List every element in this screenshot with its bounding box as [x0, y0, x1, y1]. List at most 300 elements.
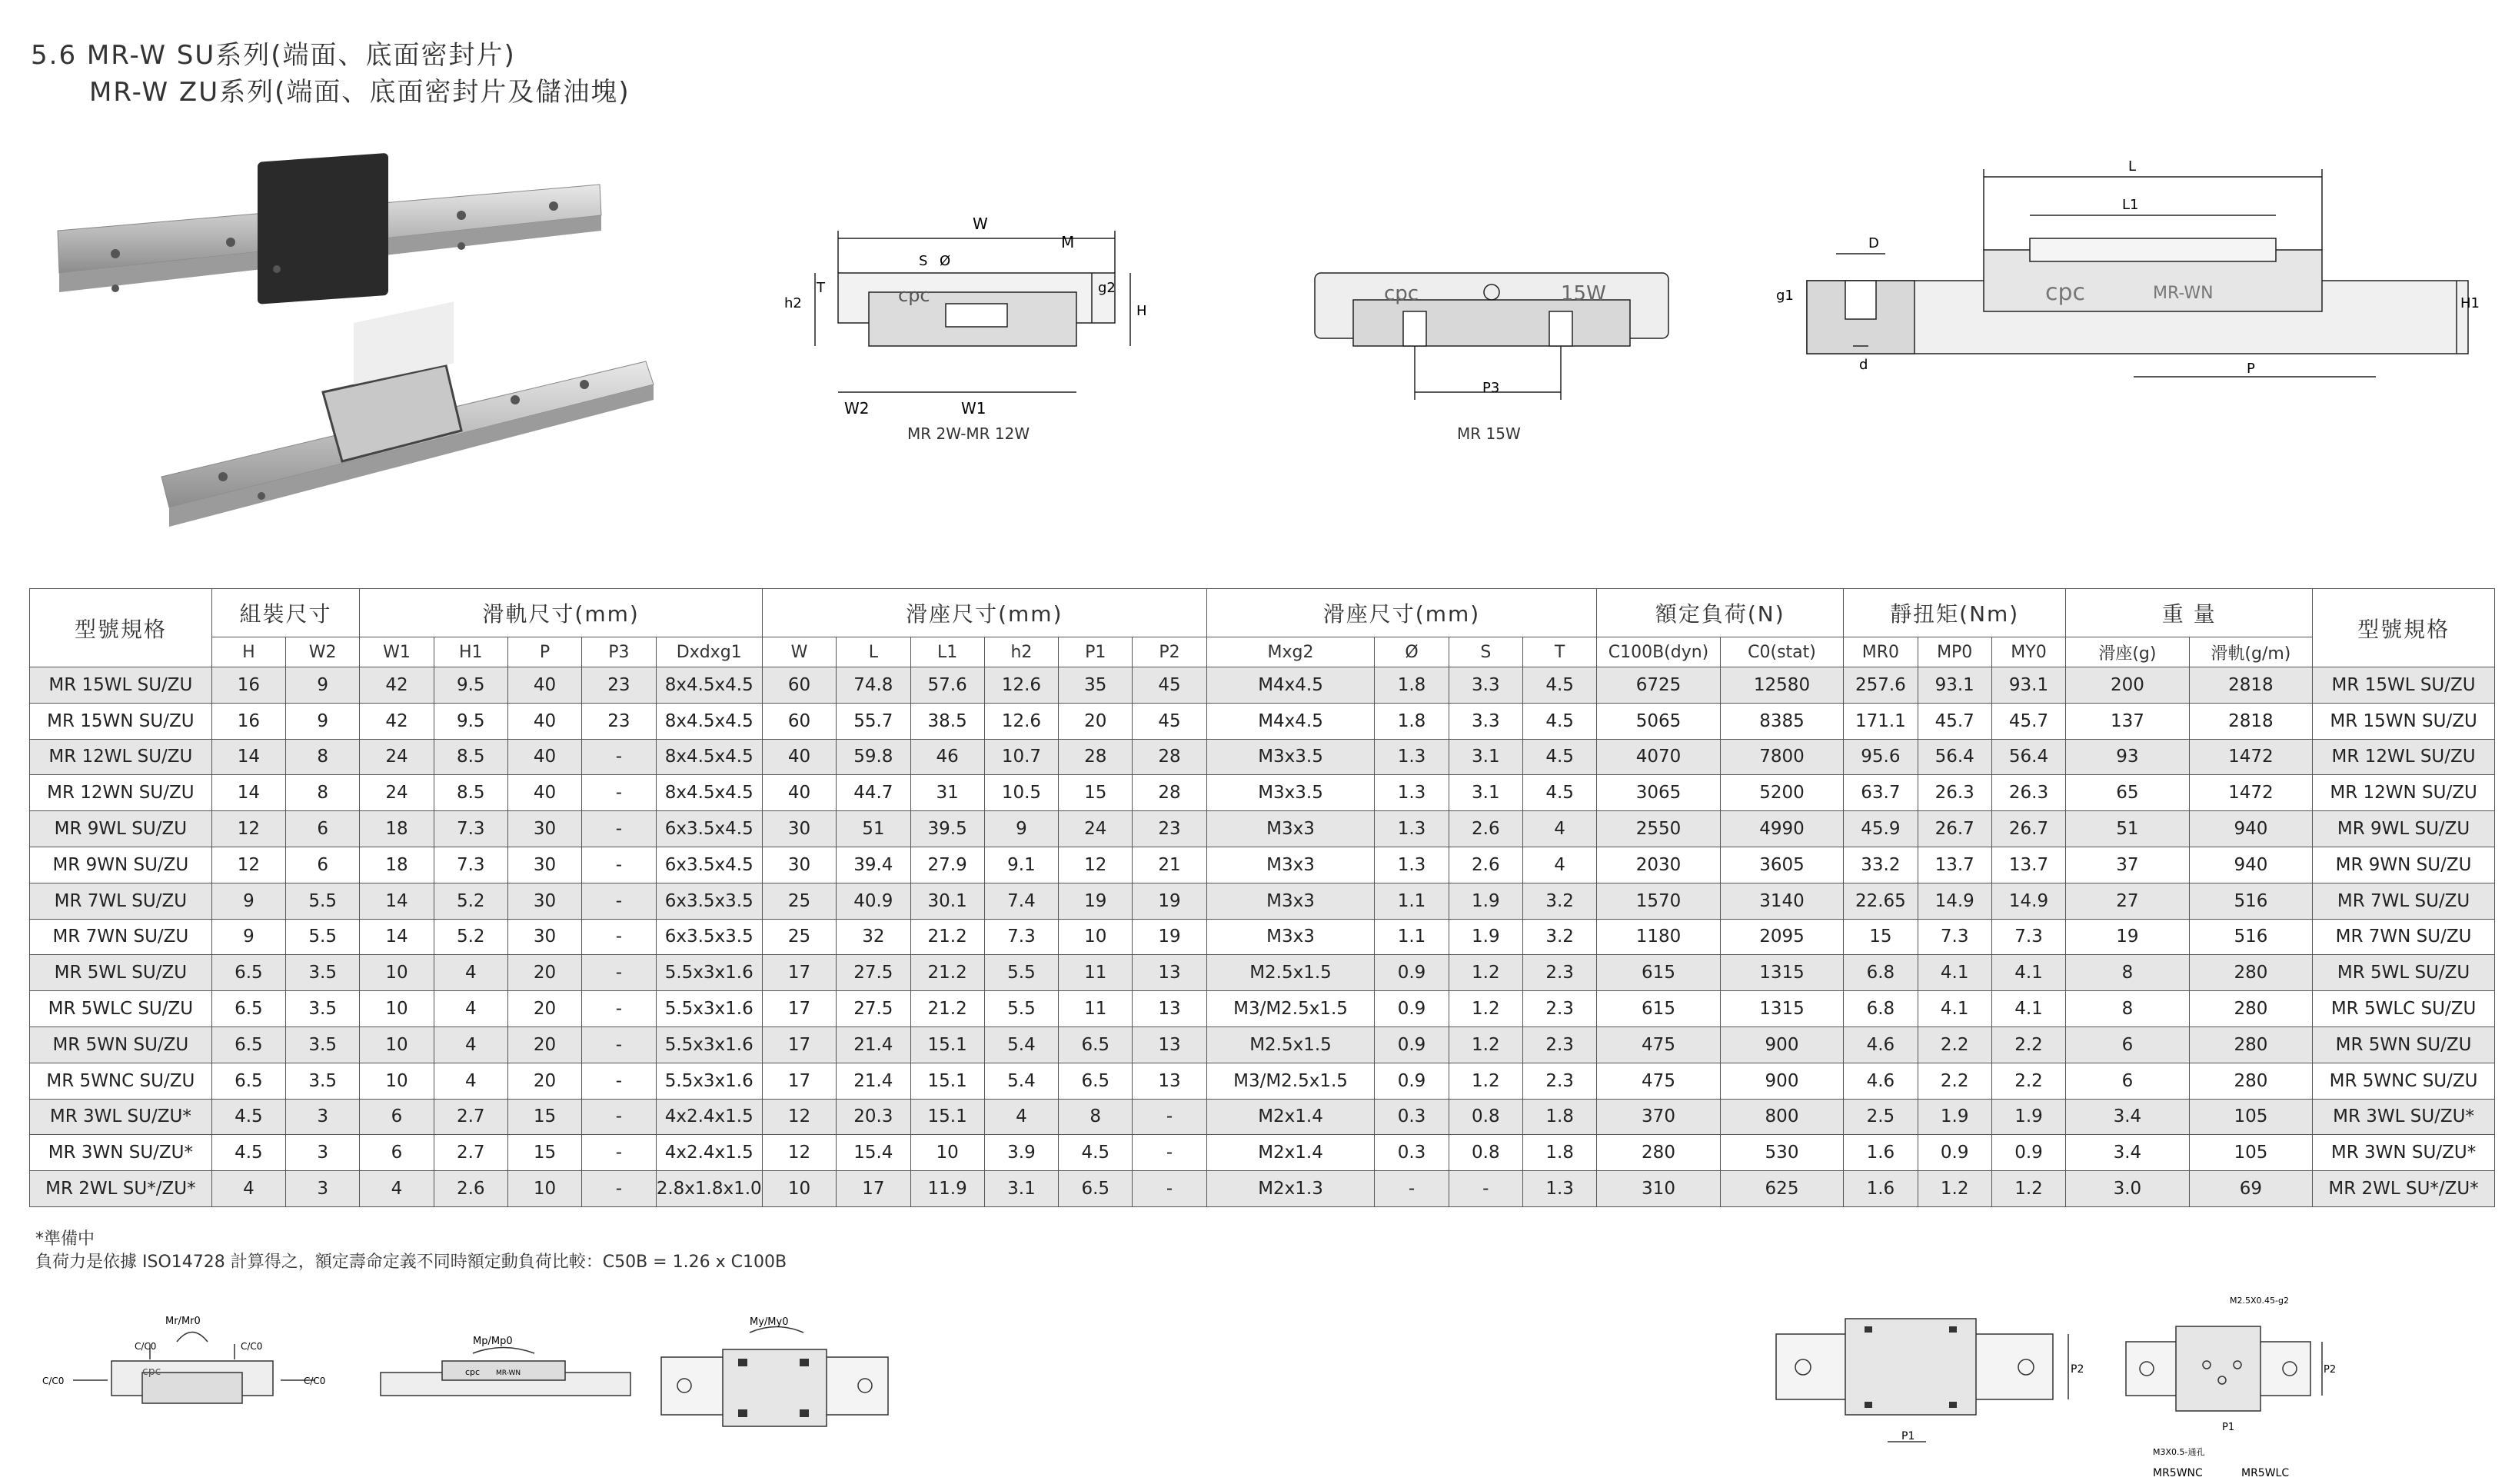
value-cell: M3x3.5: [1206, 775, 1375, 811]
value-cell: 900: [1720, 1026, 1844, 1063]
value-cell: 3065: [1597, 775, 1721, 811]
model-cell: MR 2WL SU*/ZU*: [30, 1171, 212, 1207]
value-cell: 6x3.5x3.5: [656, 919, 762, 955]
value-cell: 5.4: [984, 1026, 1058, 1063]
model-cell: MR 7WL SU/ZU: [2313, 883, 2495, 919]
model-cell: MR 12WL SU/ZU: [2313, 739, 2495, 775]
value-cell: 42: [360, 703, 434, 739]
value-cell: 370: [1597, 1099, 1721, 1135]
value-cell: 4: [434, 991, 507, 1027]
value-cell: 4070: [1597, 739, 1721, 775]
value-cell: 8: [2066, 991, 2190, 1027]
value-cell: M3x3: [1206, 847, 1375, 883]
value-cell: 5.5x3x1.6: [656, 955, 762, 991]
value-cell: 0.8: [1449, 1099, 1522, 1135]
value-cell: 1.2: [1991, 1171, 2065, 1207]
value-cell: 8: [2066, 955, 2190, 991]
value-cell: 105: [2189, 1135, 2313, 1171]
value-cell: 30: [507, 919, 581, 955]
value-cell: 0.3: [1375, 1099, 1449, 1135]
value-cell: 2095: [1720, 919, 1844, 955]
model-cell: MR 7WN SU/ZU: [30, 919, 212, 955]
value-cell: -: [582, 775, 656, 811]
model-cell: MR 9WN SU/ZU: [2313, 847, 2495, 883]
value-cell: 18: [360, 811, 434, 847]
value-cell: 4990: [1720, 811, 1844, 847]
value-cell: 14.9: [1991, 883, 2065, 919]
value-cell: 4.1: [1918, 955, 1991, 991]
value-cell: 32: [837, 919, 910, 955]
spec-table-body: [30, 667, 2495, 1207]
value-cell: 56.4: [1918, 739, 1991, 775]
value-cell: 2.2: [1991, 1063, 2065, 1099]
value-cell: -: [582, 739, 656, 775]
dim-W1: W1: [961, 399, 986, 418]
value-cell: 17: [837, 1171, 910, 1207]
model-cell: MR 9WL SU/ZU: [30, 811, 212, 847]
value-cell: -: [582, 811, 656, 847]
value-cell: 1315: [1720, 991, 1844, 1027]
brand-logo: cpc: [142, 1366, 161, 1378]
value-cell: 20.3: [837, 1099, 910, 1135]
value-cell: 22.65: [1844, 883, 1918, 919]
value-cell: 23: [1133, 811, 1206, 847]
value-cell: 6: [2066, 1063, 2190, 1099]
value-cell: 280: [2189, 1063, 2313, 1099]
section-title: 5.6 MR-W SU系列(端面、底面密封片): [31, 40, 516, 71]
value-cell: 37: [2066, 847, 2190, 883]
value-cell: M3x3: [1206, 919, 1375, 955]
value-cell: -: [1133, 1135, 1206, 1171]
value-cell: -: [582, 1171, 656, 1207]
pitch-moment-diagram: [381, 1330, 634, 1407]
value-cell: 800: [1720, 1099, 1844, 1135]
value-cell: 1.2: [1449, 1026, 1522, 1063]
size-mark: 15W: [1561, 282, 1606, 305]
value-cell: 5.5: [984, 991, 1058, 1027]
value-cell: 530: [1720, 1135, 1844, 1171]
value-cell: 15.4: [837, 1135, 910, 1171]
value-cell: 625: [1720, 1171, 1844, 1207]
value-cell: 3.9: [984, 1135, 1058, 1171]
value-cell: 69: [2189, 1171, 2313, 1207]
table-row: [30, 991, 2495, 1027]
sub-header-cell: W: [762, 637, 836, 667]
value-cell: 95.6: [1844, 739, 1918, 775]
value-cell: 900: [1720, 1063, 1844, 1099]
label-mr5wlc: MR5WLC: [2241, 1467, 2290, 1479]
value-cell: 4.5: [1522, 775, 1596, 811]
value-cell: 5.5x3x1.6: [656, 1026, 762, 1063]
value-cell: 45: [1133, 703, 1206, 739]
sub-header-cell: W2: [286, 637, 360, 667]
dim-P3: P3: [1482, 380, 1500, 396]
sub-header-cell: h2: [984, 637, 1058, 667]
value-cell: 6x3.5x4.5: [656, 811, 762, 847]
value-cell: 11: [1059, 991, 1133, 1027]
value-cell: 40: [507, 667, 581, 704]
dim-h2: h2: [784, 295, 802, 311]
dim-W: W: [973, 215, 988, 233]
dim-M: M: [1061, 233, 1075, 251]
value-cell: -: [582, 883, 656, 919]
value-cell: -: [582, 1135, 656, 1171]
value-cell: 23: [582, 703, 656, 739]
value-cell: M2.5x1.5: [1206, 1026, 1375, 1063]
model-cell: MR 15WN SU/ZU: [2313, 703, 2495, 739]
value-cell: 19: [2066, 919, 2190, 955]
sub-header-row: [30, 637, 2495, 667]
value-cell: 4: [1522, 847, 1596, 883]
header-assembly: 組裝尺寸: [211, 589, 360, 637]
value-cell: 11.9: [910, 1171, 984, 1207]
value-cell: 27.5: [837, 991, 910, 1027]
value-cell: 19: [1059, 883, 1133, 919]
value-cell: 6x3.5x3.5: [656, 883, 762, 919]
value-cell: 10: [360, 955, 434, 991]
value-cell: 13: [1133, 1026, 1206, 1063]
value-cell: 105: [2189, 1099, 2313, 1135]
value-cell: 200: [2066, 667, 2190, 704]
value-cell: 5.5: [286, 919, 360, 955]
dim-P2: P2: [2324, 1364, 2337, 1376]
value-cell: 16: [211, 667, 285, 704]
value-cell: 0.9: [1375, 955, 1449, 991]
value-cell: 7.3: [434, 811, 507, 847]
value-cell: 940: [2189, 811, 2313, 847]
hole-note-1: M2.5X0.45-g2: [2230, 1296, 2289, 1306]
model-cell: MR 5WNC SU/ZU: [2313, 1063, 2495, 1099]
section-subtitle: MR-W ZU系列(端面、底面密封片及儲油塊): [89, 77, 630, 108]
value-cell: 40.9: [837, 883, 910, 919]
value-cell: 0.9: [1918, 1135, 1991, 1171]
value-cell: 21.4: [837, 1026, 910, 1063]
model-cell: MR 3WN SU/ZU*: [2313, 1135, 2495, 1171]
model-cell: MR 3WN SU/ZU*: [30, 1135, 212, 1171]
brand-logo: cpc: [898, 284, 930, 306]
label-mp: Mp/Mp0: [473, 1336, 513, 1347]
table-row: [30, 775, 2495, 811]
value-cell: 0.3: [1375, 1135, 1449, 1171]
value-cell: 26.7: [1918, 811, 1991, 847]
value-cell: 2.6: [434, 1171, 507, 1207]
value-cell: 45.7: [1991, 703, 2065, 739]
table-row: [30, 811, 2495, 847]
value-cell: M2.5x1.5: [1206, 955, 1375, 991]
value-cell: 3140: [1720, 883, 1844, 919]
value-cell: 39.4: [837, 847, 910, 883]
value-cell: 12: [211, 847, 285, 883]
sub-header-cell: MP0: [1918, 637, 1991, 667]
value-cell: 5.4: [984, 1063, 1058, 1099]
value-cell: -: [582, 955, 656, 991]
value-cell: M4x4.5: [1206, 703, 1375, 739]
sub-header-cell: C0(stat): [1720, 637, 1844, 667]
value-cell: 1.9: [1918, 1099, 1991, 1135]
value-cell: 9.5: [434, 703, 507, 739]
value-cell: 6.5: [211, 1026, 285, 1063]
value-cell: 8x4.5x4.5: [656, 703, 762, 739]
value-cell: -: [582, 1099, 656, 1135]
brand-logo: cpc: [2045, 279, 2086, 306]
value-cell: 15.1: [910, 1099, 984, 1135]
value-cell: 8385: [1720, 703, 1844, 739]
value-cell: 28: [1133, 775, 1206, 811]
value-cell: 15.1: [910, 1063, 984, 1099]
dim-P1: P1: [1901, 1430, 1915, 1442]
model-cell: MR 5WN SU/ZU: [30, 1026, 212, 1063]
value-cell: 1.2: [1449, 991, 1522, 1027]
value-cell: 25: [762, 883, 836, 919]
value-cell: 3.4: [2066, 1099, 2190, 1135]
value-cell: 12: [762, 1135, 836, 1171]
model-cell: MR 3WL SU/ZU*: [2313, 1099, 2495, 1135]
model-mark: MR-WN: [2153, 284, 2214, 303]
value-cell: 27.9: [910, 847, 984, 883]
value-cell: 19: [1133, 883, 1206, 919]
value-cell: 280: [1597, 1135, 1721, 1171]
value-cell: M3x3: [1206, 883, 1375, 919]
value-cell: 11: [1059, 955, 1133, 991]
value-cell: 10.5: [984, 775, 1058, 811]
sub-header-cell: H1: [434, 637, 507, 667]
value-cell: 3.2: [1522, 883, 1596, 919]
value-cell: M3x3: [1206, 811, 1375, 847]
product-photo: [46, 169, 684, 531]
value-cell: 4.5: [1522, 739, 1596, 775]
value-cell: 10: [910, 1135, 984, 1171]
value-cell: 2.3: [1522, 991, 1596, 1027]
value-cell: 12: [211, 811, 285, 847]
value-cell: 1570: [1597, 883, 1721, 919]
value-cell: 7800: [1720, 739, 1844, 775]
value-cell: M2x1.4: [1206, 1099, 1375, 1135]
value-cell: 13.7: [1918, 847, 1991, 883]
value-cell: 6725: [1597, 667, 1721, 704]
sub-header-cell: MR0: [1844, 637, 1918, 667]
value-cell: 25: [762, 919, 836, 955]
value-cell: 9.1: [984, 847, 1058, 883]
sub-header-cell: 滑軌(g/m): [2189, 637, 2313, 667]
value-cell: 14: [360, 883, 434, 919]
mr15w-drawing: [1307, 261, 1676, 415]
brand-logo: cpc: [1384, 282, 1419, 305]
label-c3: C/C0: [42, 1376, 65, 1386]
value-cell: 940: [2189, 847, 2313, 883]
value-cell: 17: [762, 955, 836, 991]
value-cell: 59.8: [837, 739, 910, 775]
value-cell: 10.7: [984, 739, 1058, 775]
value-cell: 171.1: [1844, 703, 1918, 739]
value-cell: -: [1133, 1099, 1206, 1135]
value-cell: -: [1133, 1171, 1206, 1207]
model-cell: MR 5WL SU/ZU: [2313, 955, 2495, 991]
value-cell: -: [1375, 1171, 1449, 1207]
model-cell: MR 12WN SU/ZU: [2313, 775, 2495, 811]
value-cell: 16: [211, 703, 285, 739]
value-cell: 15: [1059, 775, 1133, 811]
sub-header-cell: W1: [360, 637, 434, 667]
value-cell: 1.9: [1991, 1099, 2065, 1135]
table-row: [30, 739, 2495, 775]
value-cell: 3605: [1720, 847, 1844, 883]
value-cell: 4x2.4x1.5: [656, 1135, 762, 1171]
value-cell: 6.8: [1844, 991, 1918, 1027]
value-cell: 0.9: [1375, 1063, 1449, 1099]
sub-header-cell: P2: [1133, 637, 1206, 667]
value-cell: 5.5: [286, 883, 360, 919]
dim-g2: g2: [1098, 280, 1116, 296]
dim-g1: g1: [1776, 288, 1794, 304]
value-cell: 516: [2189, 883, 2313, 919]
dim-phi: Ø: [940, 253, 951, 269]
value-cell: 5200: [1720, 775, 1844, 811]
value-cell: 40: [507, 775, 581, 811]
value-cell: 45.9: [1844, 811, 1918, 847]
value-cell: 3.2: [1522, 919, 1596, 955]
value-cell: 2.3: [1522, 1063, 1596, 1099]
value-cell: 40: [507, 703, 581, 739]
value-cell: 2.5: [1844, 1099, 1918, 1135]
cross-section-drawing: [769, 208, 1153, 454]
dim-L: L: [2128, 158, 2137, 175]
value-cell: 5.5x3x1.6: [656, 991, 762, 1027]
value-cell: 8x4.5x4.5: [656, 775, 762, 811]
dim-S: S: [919, 253, 928, 269]
sub-header-cell: P: [507, 637, 581, 667]
value-cell: 1.1: [1375, 919, 1449, 955]
value-cell: M2x1.4: [1206, 1135, 1375, 1171]
value-cell: 23: [582, 667, 656, 704]
value-cell: 257.6: [1844, 667, 1918, 704]
value-cell: 65: [2066, 775, 2190, 811]
value-cell: 57.6: [910, 667, 984, 704]
value-cell: 9: [984, 811, 1058, 847]
value-cell: 30.1: [910, 883, 984, 919]
model-cell: MR 12WN SU/ZU: [30, 775, 212, 811]
dim-H1: H1: [2460, 295, 2480, 311]
value-cell: 7.3: [434, 847, 507, 883]
value-cell: 51: [2066, 811, 2190, 847]
value-cell: 6: [360, 1135, 434, 1171]
value-cell: 4: [434, 1063, 507, 1099]
dim-W2: W2: [844, 399, 870, 418]
value-cell: 2550: [1597, 811, 1721, 847]
value-cell: 38.5: [910, 703, 984, 739]
header-model-right: 型號規格: [2313, 589, 2495, 667]
value-cell: 1.8: [1375, 667, 1449, 704]
value-cell: 8x4.5x4.5: [656, 739, 762, 775]
value-cell: 8: [286, 739, 360, 775]
value-cell: 475: [1597, 1026, 1721, 1063]
value-cell: 35: [1059, 667, 1133, 704]
value-cell: 1.3: [1375, 847, 1449, 883]
header-model: 型號規格: [30, 589, 212, 667]
model-cell: MR 9WN SU/ZU: [30, 847, 212, 883]
value-cell: 14.9: [1918, 883, 1991, 919]
sub-header-cell: Ø: [1375, 637, 1449, 667]
value-cell: 2.8x1.8x1.0: [656, 1171, 762, 1207]
value-cell: 6.5: [1059, 1171, 1133, 1207]
value-cell: 6x3.5x4.5: [656, 847, 762, 883]
value-cell: 3.5: [286, 955, 360, 991]
note-iso: 負荷力是依據 ISO14728 計算得之，額定壽命定義不同時額定動負荷比較：C50B = 1.26 x C100B: [35, 1253, 787, 1272]
value-cell: 20: [507, 1026, 581, 1063]
value-cell: 15.1: [910, 1026, 984, 1063]
value-cell: -: [582, 991, 656, 1027]
value-cell: 4.1: [1991, 991, 2065, 1027]
value-cell: 6.5: [211, 1063, 285, 1099]
sub-header-cell: Mxg2: [1206, 637, 1375, 667]
table-row: [30, 1135, 2495, 1171]
sub-header-cell: MY0: [1991, 637, 2065, 667]
dim-H: H: [1136, 303, 1147, 319]
value-cell: 15: [507, 1099, 581, 1135]
label-c4: C/C0: [304, 1376, 326, 1386]
value-cell: 60: [762, 667, 836, 704]
label-my: My/My0: [750, 1316, 789, 1328]
value-cell: 2.7: [434, 1099, 507, 1135]
value-cell: 93.1: [1918, 667, 1991, 704]
header-weight: 重 量: [2066, 589, 2313, 637]
value-cell: 24: [1059, 811, 1133, 847]
value-cell: 14: [211, 775, 285, 811]
table-row: [30, 667, 2495, 704]
value-cell: 20: [1059, 703, 1133, 739]
value-cell: 10: [507, 1171, 581, 1207]
value-cell: 4.6: [1844, 1063, 1918, 1099]
value-cell: 30: [762, 811, 836, 847]
value-cell: 5.2: [434, 919, 507, 955]
table-row: [30, 703, 2495, 739]
table-row: [30, 1026, 2495, 1063]
value-cell: 0.9: [1375, 1026, 1449, 1063]
value-cell: 9.5: [434, 667, 507, 704]
value-cell: 1472: [2189, 739, 2313, 775]
value-cell: 51: [837, 811, 910, 847]
value-cell: 9: [286, 703, 360, 739]
value-cell: 28: [1133, 739, 1206, 775]
value-cell: 21.2: [910, 991, 984, 1027]
model-cell: MR 5WLC SU/ZU: [30, 991, 212, 1027]
value-cell: 3.4: [2066, 1135, 2190, 1171]
value-cell: 615: [1597, 991, 1721, 1027]
value-cell: 33.2: [1844, 847, 1918, 883]
value-cell: 1.6: [1844, 1135, 1918, 1171]
value-cell: 4: [360, 1171, 434, 1207]
sub-header-cell: Dxdxg1: [656, 637, 762, 667]
value-cell: 280: [2189, 991, 2313, 1027]
value-cell: 1.3: [1375, 811, 1449, 847]
value-cell: 18: [360, 847, 434, 883]
model-cell: MR 15WN SU/ZU: [30, 703, 212, 739]
value-cell: -: [582, 1026, 656, 1063]
value-cell: 6: [360, 1099, 434, 1135]
spec-table: [29, 588, 2495, 1207]
value-cell: -: [582, 919, 656, 955]
value-cell: 13: [1133, 1063, 1206, 1099]
value-cell: 39.5: [910, 811, 984, 847]
dim-T: T: [817, 280, 825, 296]
header-load: 額定負荷(N): [1597, 589, 1844, 637]
value-cell: 40: [507, 739, 581, 775]
value-cell: 0.9: [1991, 1135, 2065, 1171]
dim-D: D: [1868, 235, 1879, 251]
value-cell: 30: [507, 811, 581, 847]
value-cell: -: [582, 1063, 656, 1099]
value-cell: 1.6: [1844, 1171, 1918, 1207]
value-cell: 5.5: [984, 955, 1058, 991]
